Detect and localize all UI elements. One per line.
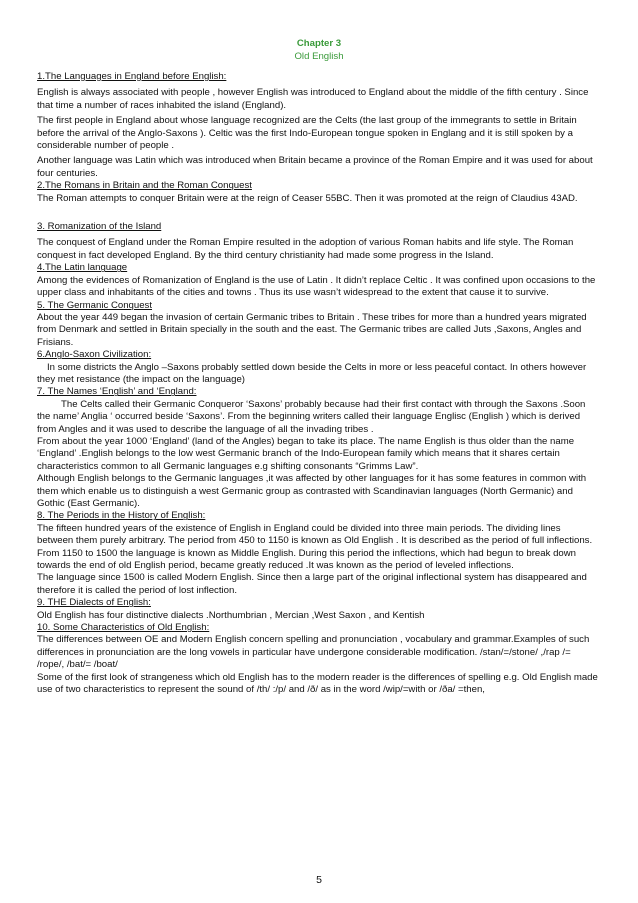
paragraph: The fifteen hundred years of the existence of English in England could be divided into three main periods. The dividing lines between them purely arbitrary. The period from 450 to 1150 is known as Old English . It is described as the period of full inflections. [37, 522, 593, 547]
paragraph: Among the evidences of Romanization of England is the use of Latin . It didn’t replace Celtic . It was confined upon occasions to the upper class and inhabitants of the cities and towns . Thus its use wasn’t widespread to the extent that cause it to survive. [37, 274, 596, 299]
paragraph: English is always associated with people , however English was introduced to England about the middle of the fifth century . Since that time a number of races inhabited the island (England). [37, 87, 589, 111]
paragraph: The Roman attempts to conquer Britain were at the reign of Ceaser 55BC. Then it was promoted at the reign of Claudius 43AD. [37, 192, 578, 204]
paragraph: From 1150 to 1500 the language is known as Middle English. During this period the inflections, which had begun to break down towards the end of old English period, became greatly reduced .It was known as the period of leveled inflections. [37, 547, 577, 572]
section-heading-10: 10. Some Characteristics of Old English: [37, 622, 210, 634]
paragraph: The first people in England about whose language recognized are the Celts (the last group of the immegrants to settle in Britain before the arrival of the Anglo-Saxons ). Celtic was the first Indo-European tongue spoken in Englang and it is still spoken by a considerable number of people . [37, 115, 577, 152]
paragraph: Some of the first look of strangeness which old English has to the modern reader is the differences of spelling e.g. Old English made use of two characteristics to represent the sound of /th/ :/p/ and /ð/ as in the word /wip/=with or /ða/ =then, [37, 671, 598, 696]
section-heading-9: 9. THE Dialects of English: [37, 597, 151, 609]
section-heading-7: 7. The Names ‘English’ and ‘England: [37, 386, 197, 398]
chapter-subtitle: Old English [294, 51, 344, 62]
paragraph: In some districts the Anglo –Saxons probably settled down beside the Celts in more or less peaceful contact. In others however they met resistance (the impact on the language) [37, 361, 587, 385]
paragraph: Another language was Latin which was introduced when Britain became a province of the Roman Empire and it was used for about four centuries. [37, 155, 593, 179]
section-heading-3: 3. Romanization of the Island [37, 221, 162, 233]
section-heading-4: 4.The Latin language [37, 262, 128, 274]
page-number: 5 [316, 874, 322, 886]
paragraph: Although English belongs to the Germanic languages ,it was affected by other languages for it has some features in common with them which enable us to distinguish a west Germanic group as contrasted with Scandinavian languages (North Germanic) and Gothic (East Germanic). [37, 473, 587, 509]
paragraph: The Celts called their Germanic Conqueror ‘Saxons’ probably because had their first contact with through the Saxons .Soon the name’ Anglia ‘ occurred beside ‘Saxons’. From the beginning writers called their language Englisc (English ) which is derived from Angles and it was used to describe the language of all the invading tribes . [37, 398, 586, 435]
paragraph: Old English has four distinctive dialects .Northumbrian , Mercian ,West Saxon , and Kentish [37, 609, 425, 621]
paragraph: From about the year 1000 ‘England’ (land of the Angles) began to take its place. The name English is thus older than the name ‘England’ .English belongs to the low west Germanic branch of the Indo-European family which means that it shares certain characteristics common to all Germanic languages e.g shifting consonants “Grimms Law”. [37, 435, 575, 472]
paragraph: About the year 449 began the invasion of certain Germanic tribes to Britain . These tribes for more than a hundred years migrated from Denmark and settled in Britain specially in the south and the east. The Germanic tribes are called Juts ,Saxons, Angles and Frisians. [37, 311, 587, 348]
section-heading-5: 5. The Germanic Conquest [37, 299, 153, 311]
section-heading-8: 8. The Periods in the History of English: [37, 510, 206, 522]
paragraph: The language since 1500 is called Modern English. Since then a large part of the original inflectional system has disappeared and therefore it is called the period of lost inflection. [37, 572, 587, 596]
section-heading-2: 2.The Romans in Britain and the Roman Conquest [37, 180, 252, 192]
paragraph: The differences between OE and Modern English concern spelling and pronunciation , vocabulary and grammar.Examples of such differences in pronunciation are the long vowels in particular have undergone considerable modification. /stan/=/stone/ ,/rap /= /rope/, /bat/= /boat/ [37, 634, 590, 671]
paragraph: The conquest of England under the Roman Empire resulted in the adoption of various Roman habits and life style. The Roman conquest in fact developed England. By the third century christianity had made some progress in the Island. [37, 237, 574, 261]
chapter-title: Chapter 3 [296, 38, 342, 49]
document-body [37, 71, 599, 697]
section-heading-6: 6.Anglo-Saxon Civilization: [37, 349, 152, 361]
section-heading-1: 1.The Languages in England before English: [37, 71, 227, 82]
